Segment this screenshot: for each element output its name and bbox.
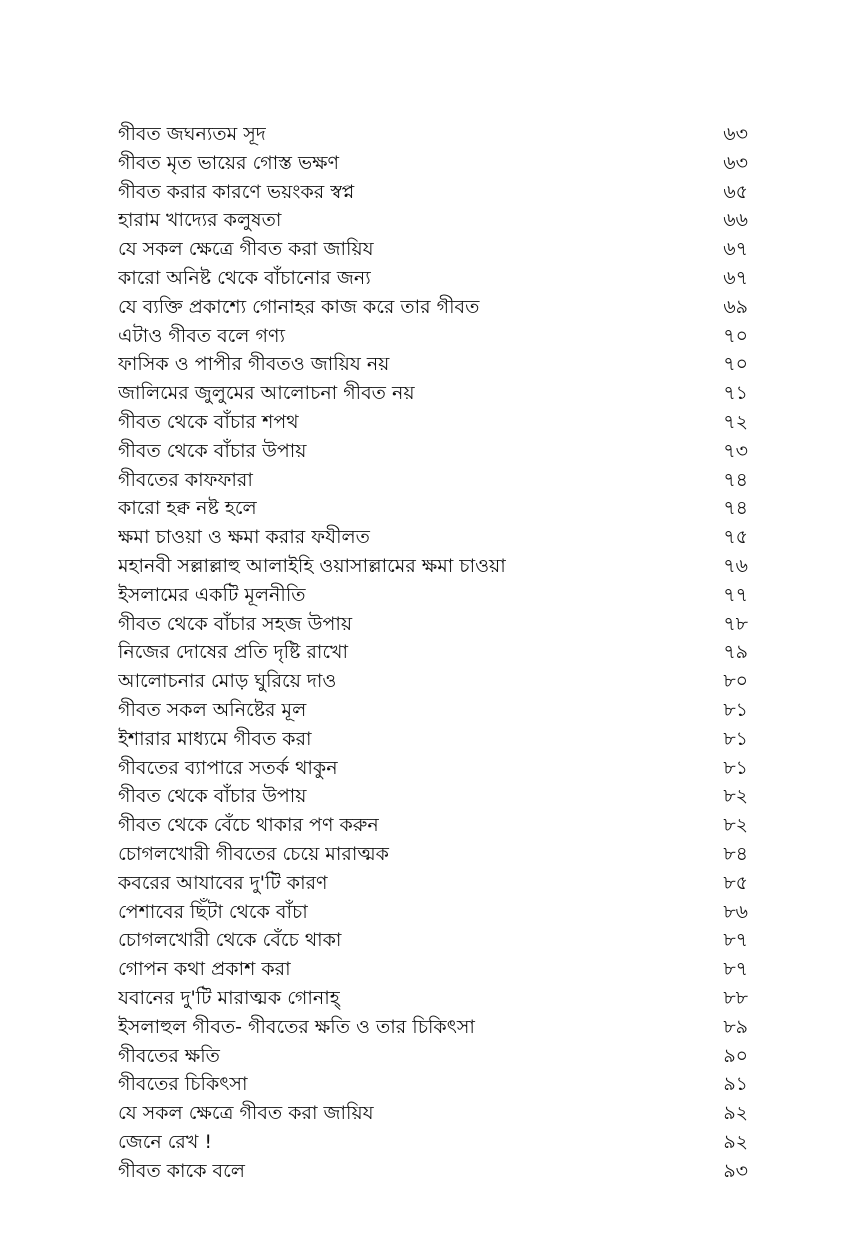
toc-entry — [118, 581, 748, 610]
toc-entry-page: ৮৭ — [723, 929, 748, 952]
toc-entry-page: ৭৫ — [723, 526, 748, 549]
toc-entry — [118, 840, 748, 869]
table-of-contents — [118, 120, 748, 1185]
toc-entry — [118, 523, 748, 552]
toc-entry — [118, 120, 748, 149]
toc-entry — [118, 149, 748, 178]
toc-entry-title: ইশারার মাধ্যমে গীবত করা — [118, 727, 312, 750]
toc-entry — [118, 1128, 748, 1157]
toc-entry-title: ক্ষমা চাওয়া ও ক্ষমা করার ফযীলত — [118, 526, 370, 549]
toc-entry-page: ৭২ — [723, 410, 748, 433]
toc-entry-title: গীবতের চিকিৎসা — [118, 1073, 248, 1096]
toc-entry-page: ৯২ — [723, 1102, 748, 1125]
toc-entry-title: নিজের দোষের প্রতি দৃষ্টি রাখো — [118, 641, 349, 664]
toc-entry-title: ইসলাহুল গীবত- গীবতের ক্ষতি ও তার চিকিৎসা — [118, 1015, 475, 1038]
toc-entry-page: ৬৩ — [723, 151, 748, 174]
toc-entry-page: ৯০ — [723, 1044, 748, 1067]
toc-entry — [118, 869, 748, 898]
toc-entry — [118, 206, 748, 235]
toc-entry-page: ৬৫ — [723, 180, 748, 203]
toc-entry — [118, 408, 748, 437]
toc-entry-title: গীবতের ব্যাপারে সতর্ক থাকুন — [118, 756, 338, 779]
toc-entry — [118, 1042, 748, 1071]
toc-entry-title: যবানের দু'টি মারাত্মক গোনাহ্‌ — [118, 986, 340, 1009]
toc-entry-title: জালিমের জুলুমের আলোচনা গীবত নয় — [118, 382, 415, 405]
toc-entry — [118, 898, 748, 927]
toc-entry-title: কারো অনিষ্ট থেকে বাঁচানোর জন্য — [118, 266, 371, 289]
toc-entry — [118, 1099, 748, 1128]
toc-entry-page: ৭৯ — [723, 641, 748, 664]
toc-entry — [118, 926, 748, 955]
toc-entry-page: ৮১ — [723, 756, 748, 779]
toc-entry-page: ৮২ — [723, 814, 748, 837]
toc-entry-title: গীবত থেকে বাঁচার শপথ — [118, 410, 299, 433]
toc-entry — [118, 811, 748, 840]
toc-entry-page: ৮০ — [723, 670, 748, 693]
toc-entry-page: ৭৭ — [723, 583, 748, 606]
toc-entry-page: ৬৭ — [723, 266, 748, 289]
toc-entry — [118, 235, 748, 264]
toc-entry — [118, 350, 748, 379]
toc-entry-page: ৬৩ — [723, 123, 748, 145]
toc-entry-page: ৭৪ — [723, 468, 748, 491]
toc-entry-title: গোপন কথা প্রকাশ করা — [118, 958, 291, 981]
toc-entry-page: ৮৬ — [723, 900, 748, 923]
toc-entry — [118, 984, 748, 1013]
toc-entry-title: পেশাবের ছিঁটা থেকে বাঁচা — [118, 900, 308, 923]
toc-entry — [118, 1013, 748, 1042]
toc-entry — [118, 1157, 748, 1186]
toc-entry — [118, 754, 748, 783]
toc-entry-title: গীবত সকল অনিষ্টের মূল — [118, 698, 307, 721]
toc-entry-title: এটাও গীবত বলে গণ্য — [118, 324, 285, 347]
toc-entry-page: ৬৭ — [723, 238, 748, 261]
toc-entry-title: গীবত করার কারণে ভয়ংকর স্বপ্ন — [118, 180, 355, 203]
toc-entry — [118, 264, 748, 293]
toc-entry-page: ৭৩ — [723, 439, 748, 462]
toc-entry-title: গীবতের ক্ষতি — [118, 1044, 220, 1067]
toc-entry-page: ৯১ — [723, 1073, 748, 1096]
toc-entry-page: ৭০ — [723, 353, 748, 376]
toc-entry — [118, 782, 748, 811]
toc-entry — [118, 696, 748, 725]
toc-entry-title: চোগলখোরী গীবতের চেয়ে মারাত্মক — [118, 842, 389, 865]
toc-entry-title: যে সকল ক্ষেত্রে গীবত করা জায়িয — [118, 1102, 374, 1125]
toc-entry-title: কবরের আযাবের দু'টি কারণ — [118, 871, 328, 894]
toc-entry-title: গীবতের কাফফারা — [118, 468, 253, 491]
toc-entry — [118, 466, 748, 495]
toc-entry-title: গীবত জঘন্যতম সূদ — [118, 123, 266, 145]
toc-entry — [118, 552, 748, 581]
toc-entry-title: হারাম খাদ্যের কলুষতা — [118, 209, 282, 232]
toc-entry — [118, 610, 748, 639]
toc-entry-page: ৭৪ — [723, 497, 748, 520]
toc-entry-page: ৯২ — [723, 1130, 748, 1153]
toc-entry — [118, 667, 748, 696]
toc-entry — [118, 725, 748, 754]
toc-entry-page: ৬৬ — [723, 209, 748, 232]
toc-entry-title: ফাসিক ও পাপীর গীবতও জায়িয নয় — [118, 353, 390, 376]
toc-entry — [118, 1070, 748, 1099]
toc-entry — [118, 322, 748, 351]
toc-entry-page: ৯৩ — [723, 1159, 748, 1182]
toc-entry-title: গীবত থেকে বেঁচে থাকার পণ করুন — [118, 814, 379, 837]
toc-entry-page: ৮১ — [723, 727, 748, 750]
toc-entry — [118, 955, 748, 984]
toc-entry-page: ৮১ — [723, 698, 748, 721]
toc-entry — [118, 293, 748, 322]
toc-entry-page: ৮৮ — [723, 986, 748, 1009]
toc-entry-page: ৭৬ — [723, 554, 748, 577]
toc-entry-title: গীবত থেকে বাঁচার উপায় — [118, 785, 307, 808]
toc-entry-title: যে সকল ক্ষেত্রে গীবত করা জায়িয — [118, 238, 374, 261]
toc-entry-title: গীবত কাকে বলে — [118, 1159, 245, 1182]
toc-entry-title: চোগলখোরী থেকে বেঁচে থাকা — [118, 929, 342, 952]
toc-entry — [118, 178, 748, 207]
toc-entry-title: যে ব্যক্তি প্রকাশ্যে গোনাহর কাজ করে তার গীবত — [118, 295, 480, 318]
toc-entry-title: জেনে রেখ ! — [118, 1130, 213, 1153]
toc-entry — [118, 638, 748, 667]
toc-entry-title: ইসলামের একটি মূলনীতি — [118, 583, 306, 606]
toc-entry-title: কারো হক্ব নষ্ট হলে — [118, 497, 257, 520]
toc-entry-page: ৭৮ — [723, 612, 748, 635]
toc-entry-title: গীবত থেকে বাঁচার উপায় — [118, 439, 307, 462]
toc-entry-page: ৮৪ — [723, 842, 748, 865]
toc-entry-page: ৮৯ — [723, 1015, 748, 1038]
toc-entry-page: ৬৯ — [723, 295, 748, 318]
toc-entry-title: গীবত মৃত ভায়ের গোস্ত ভক্ষণ — [118, 151, 340, 174]
toc-entry-page: ৭১ — [723, 382, 748, 405]
toc-entry — [118, 494, 748, 523]
toc-entry — [118, 437, 748, 466]
toc-entry-title: মহানবী সল্লাল্লাহু আলাইহি ওয়াসাল্লামের ক্ষমা চাওয়া — [118, 554, 506, 577]
toc-entry-page: ৮৭ — [723, 958, 748, 981]
toc-entry-title: আলোচনার মোড় ঘুরিয়ে দাও — [118, 670, 337, 693]
toc-entry-page: ৮২ — [723, 785, 748, 808]
toc-entry-page: ৭০ — [723, 324, 748, 347]
toc-entry-page: ৮৫ — [723, 871, 748, 894]
toc-entry-title: গীবত থেকে বাঁচার সহজ উপায় — [118, 612, 353, 635]
toc-entry — [118, 379, 748, 408]
